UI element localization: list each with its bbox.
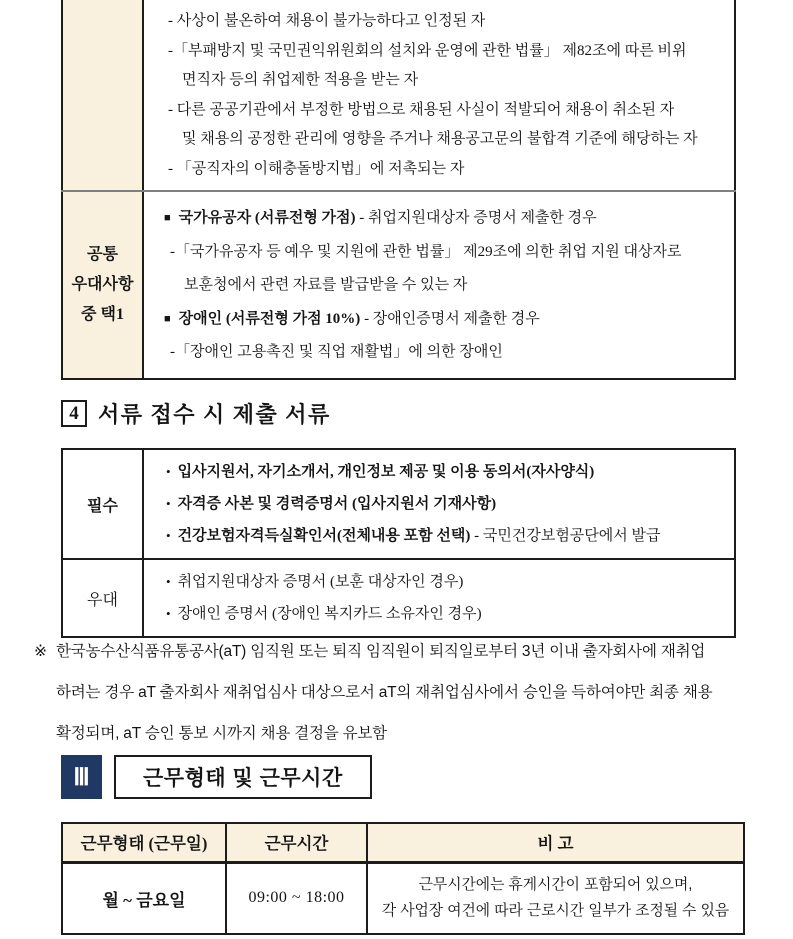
- preference-item: [164, 202, 728, 236]
- preferred-documents-list: [144, 560, 734, 636]
- preference-item-desc: - 취업지원대상자 증명서 제출한 경우: [355, 210, 597, 226]
- disqualification-item-continuation: 면직자 등의 취업제한 적용을 받는 자: [182, 72, 419, 88]
- documents-table: [61, 448, 736, 638]
- eligibility-table: [61, 0, 736, 380]
- work-hours-cell: 09:00 ~ 18:00: [226, 862, 367, 934]
- work-table-header-remark: 비 고: [367, 823, 744, 862]
- required-documents-list: [144, 450, 734, 558]
- work-table-header-hours: 근무시간: [226, 823, 367, 862]
- preference-list: [144, 192, 734, 378]
- preference-label-line: 우대사항: [71, 275, 134, 293]
- note-line: 확정되며, aT 승인 통보 시까지 채용 결정을 유보함: [56, 725, 387, 742]
- required-document-item: • 건강보험자격득실확인서(전체내용 포함 선택) - 국민건강보험공단에서 발급: [166, 528, 661, 544]
- section3-title-text: 근무형태 및 근무시간: [114, 755, 372, 799]
- note-line: 하려는 경우 aT 출자회사 재취업심사 대상으로서 aT의 재취업심사에서 승인을 득하여야만 최종 채용: [56, 684, 713, 701]
- preference-item-detail: -「장애인 고용촉진 및 직업 재활법」에 의한 장애인: [170, 344, 503, 360]
- disqualification-item: - 사상이 불온하여 채용이 불가능하다고 인정된 자: [168, 13, 486, 29]
- section4-title-text: 서류 접수 시 제출 서류: [98, 402, 331, 427]
- note-line: 한국농수산식품유통공사(aT) 임직원 또는 퇴직 임직원이 퇴직일로부터 3년 이내 출자회사에 재취업: [56, 643, 706, 660]
- section4-heading: [61, 398, 331, 429]
- required-document-item: • 입사지원서, 자기소개서, 개인정보 제공 및 이용 동의서(자사양식): [166, 464, 595, 480]
- dot-bullet-icon: •: [166, 528, 171, 543]
- work-schedule-table: [61, 822, 745, 935]
- preference-item: [164, 303, 728, 337]
- dot-bullet-icon: •: [166, 496, 171, 511]
- work-remark-cell: [367, 862, 744, 934]
- work-remark-line: 근무시간에는 휴게시간이 포함되어 있으며,: [418, 877, 693, 894]
- section-roman-numeral-box: Ⅲ: [61, 755, 102, 799]
- dot-bullet-icon: •: [166, 606, 171, 621]
- preference-label-line: 공통: [87, 245, 118, 263]
- section3-heading: [61, 755, 372, 799]
- eligibility-row1-label-cell: [62, 0, 143, 191]
- preference-label-line: 중 택1: [81, 305, 124, 323]
- retired-employee-note: [34, 631, 779, 754]
- preference-row-label: [62, 191, 143, 379]
- reference-mark-icon: ※: [34, 643, 47, 660]
- work-days-cell: 월 ~ 금요일: [62, 862, 226, 934]
- work-remark-line: 각 사업장 여건에 따라 근로시간 일부가 조정될 수 있음: [381, 903, 730, 920]
- preference-item-desc: - 장애인증명서 제출한 경우: [360, 310, 540, 327]
- dot-bullet-icon: •: [166, 574, 171, 589]
- disqualification-item: -「부패방지 및 국민권익위원회의 설치와 운영에 관한 법률」 제82조에 따른 비위: [168, 42, 687, 59]
- square-bullet-icon: ■: [164, 312, 171, 325]
- disqualification-list: [144, 0, 734, 190]
- section-number-box: 4: [61, 400, 87, 427]
- disqualification-item: - 다른 공공기관에서 부정한 방법으로 채용된 사실이 적발되어 채용이 취소된 자: [168, 101, 675, 118]
- preferred-document-item: • 취업지원대상자 증명서 (보훈 대상자인 경우): [166, 574, 464, 590]
- disqualification-item-continuation: 및 채용의 공정한 관리에 영향을 주거나 채용공고문의 불합격 기준에 해당하는 자: [182, 131, 698, 147]
- dot-bullet-icon: •: [166, 464, 171, 479]
- work-table-header-schedule: 근무형태 (근무일): [62, 823, 226, 862]
- required-document-item: • 자격증 사본 및 경력증명서 (입사지원서 기재사항): [166, 496, 497, 512]
- square-bullet-icon: ■: [164, 212, 171, 224]
- preference-item-detail-continuation: 보훈청에서 관련 자료를 발급받을 수 있는 자: [184, 277, 468, 293]
- preference-item-detail: -「국가유공자 등 예우 및 지원에 관한 법률」 제29조에 의한 취업 지원 대상자로: [170, 243, 682, 260]
- preferred-document-item: • 장애인 증명서 (장애인 복지카드 소유자인 경우): [166, 606, 482, 622]
- preferred-label-cell: 우대: [62, 559, 143, 637]
- preference-item-title: 국가유공자 (서류전형 가점): [178, 210, 356, 226]
- required-label-cell: 필수: [62, 449, 143, 559]
- preference-item-title: 장애인 (서류전형 가점 10%): [178, 310, 361, 327]
- disqualification-item: - 「공직자의 이해충돌방지법」에 저촉되는 자: [168, 160, 465, 177]
